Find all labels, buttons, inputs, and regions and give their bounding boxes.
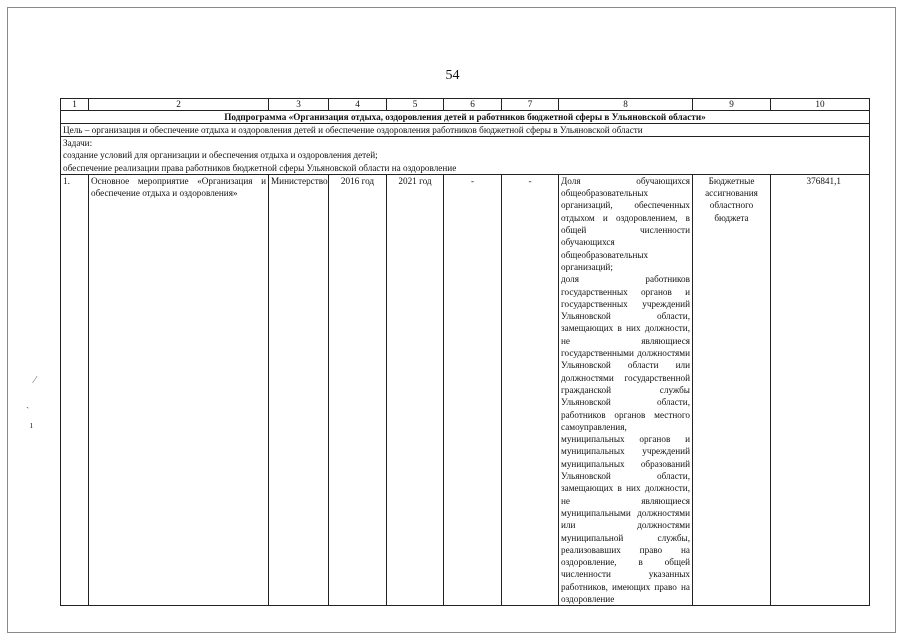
row-indicator: Доля обучающихся общеобразовательных организаций, обеспеченных отдыхом и оздоровлением, в общей численности обучающихся общеобразовательных организаций; доля работников государственных органов и государственных учреждений Ульяновской области, замещающих в них должности, не являющиеся государственными должностями Ульяновской области или должностями государственной гражданской службы Ульяновской области, работников органов местного самоуправления, муниципальных органов и муниципальных учреждений муниципальных образований Ульяновской области, замещающих в них должности, не являющиеся муниципальными должностями или должностями муниципальной службы, реализовавших право на оздоровление, в общей численности указанных работников, имеющих право на оздоровление: [559, 174, 693, 605]
row-funding-source: Бюджетные ассигнования областного бюджета: [693, 174, 771, 605]
column-number: 7: [502, 99, 559, 111]
page-number: 54: [445, 68, 460, 83]
column-number: 4: [329, 99, 387, 111]
row-end-year: 2021 год: [387, 174, 444, 605]
scan-mark: ˏ: [26, 398, 30, 409]
program-table: [60, 98, 870, 606]
goal-row: [61, 124, 870, 137]
column-number: 1: [61, 99, 89, 111]
task-item: создание условий для организации и обеспечения отдыха и оздоровления детей;: [63, 150, 378, 161]
row-col7: -: [502, 174, 559, 605]
tasks-cell: [61, 137, 870, 175]
table-row: [61, 174, 870, 605]
subprogram-title-row: [61, 111, 870, 124]
scan-mark: ı: [30, 420, 33, 431]
row-start-year: 2016 год: [329, 174, 387, 605]
column-number: 6: [444, 99, 502, 111]
row-name: Основное мероприятие «Организация и обеспечение отдыха и оздоровления»: [89, 174, 269, 605]
goal-text: Цель – организация и обеспечение отдыха и оздоровления детей и обеспечение оздоровления работников бюджетной сферы в Ульяновской области: [61, 124, 870, 137]
row-col6: -: [444, 174, 502, 605]
column-number: 10: [771, 99, 870, 111]
task-item: обеспечение реализации права работников бюджетной сферы Ульяновской области на оздоровление: [63, 162, 457, 173]
column-number-row: [61, 99, 870, 111]
column-number: 9: [693, 99, 771, 111]
tasks-heading: Задачи:: [63, 138, 93, 148]
column-number: 3: [269, 99, 329, 111]
row-executor: Министерство: [269, 174, 329, 605]
subprogram-title: Подпрограмма «Организация отдыха, оздоровления детей и работников бюджетной сферы в Ульяновской области»: [61, 111, 870, 124]
column-number: 2: [89, 99, 269, 111]
scan-mark: ⁄: [34, 375, 36, 386]
row-amount: 376841,1: [771, 174, 870, 605]
row-number: 1.: [61, 174, 89, 605]
column-number: 5: [387, 99, 444, 111]
column-number: 8: [559, 99, 693, 111]
tasks-row: [61, 137, 870, 175]
